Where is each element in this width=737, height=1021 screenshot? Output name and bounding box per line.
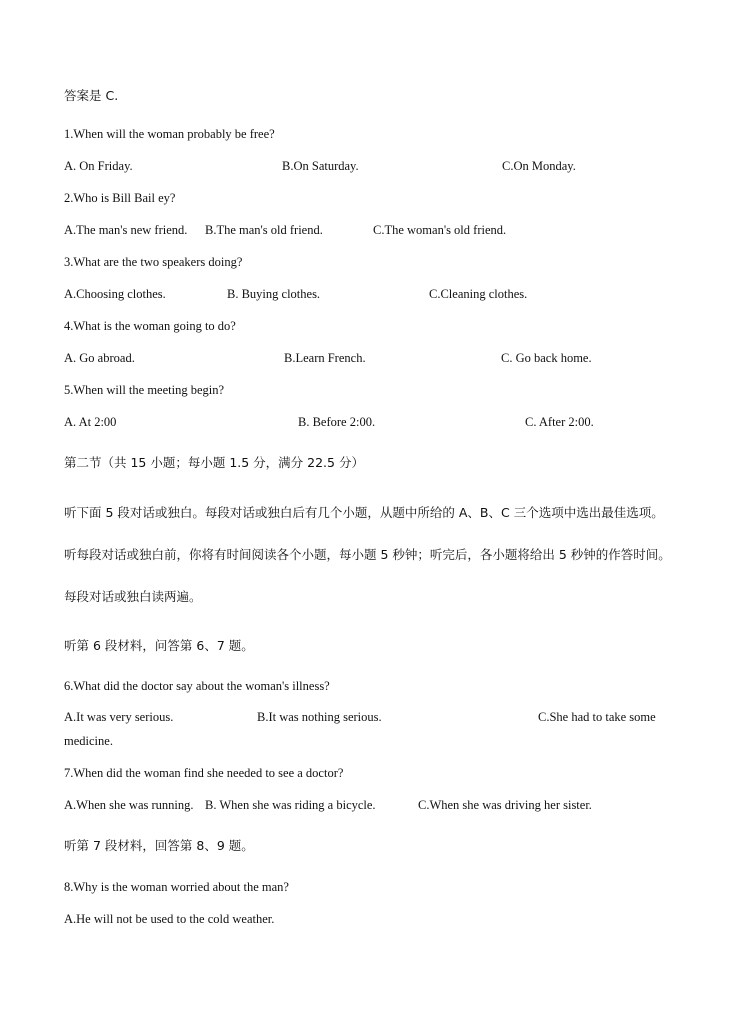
question-6-option-c-continued: medicine.	[64, 734, 113, 748]
question-6-stem: 6.What did the doctor say about the woman's illness?	[64, 679, 330, 693]
material-7-heading: 听第 7 段材料，回答第 8、9 题。	[64, 838, 254, 853]
question-4-option-c: C. Go back home.	[501, 351, 592, 365]
question-4-option-a: A. Go abroad.	[64, 351, 135, 365]
question-2-option-a: A.The man's new friend.	[64, 223, 188, 237]
question-3-stem: 3.What are the two speakers doing?	[64, 255, 243, 269]
question-6-option-c: C.She had to take some	[538, 710, 656, 724]
question-7-option-a: A.When she was running.	[64, 798, 194, 812]
question-3-option-c: C.Cleaning clothes.	[429, 287, 528, 301]
question-2-option-b: B.The man's old friend.	[205, 223, 323, 237]
question-5-option-c: C. After 2:00.	[525, 415, 594, 429]
question-4-option-b: B.Learn French.	[284, 351, 366, 365]
question-1-stem: 1.When will the woman probably be free?	[64, 127, 275, 141]
material-6-heading: 听第 6 段材料，问答第 6、7 题。	[64, 638, 254, 653]
section-title: 第二节（共 15 小题；每小题 1.5 分，满分 22.5 分）	[64, 455, 364, 470]
question-3-option-a: A.Choosing clothes.	[64, 287, 166, 301]
question-4-stem: 4.What is the woman going to do?	[64, 319, 236, 333]
question-8-stem: 8.Why is the woman worried about the man?	[64, 880, 289, 894]
question-7-option-b: B. When she was riding a bicycle.	[205, 798, 376, 812]
question-1-option-b: B.On Saturday.	[282, 159, 359, 173]
question-2-stem: 2.Who is Bill Bail ey?	[64, 191, 176, 205]
question-5-option-b: B. Before 2:00.	[298, 415, 376, 429]
question-6-option-a: A.It was very serious.	[64, 710, 174, 724]
question-7-option-c: C.When she was driving her sister.	[418, 798, 592, 812]
question-5-option-a: A. At 2:00	[64, 415, 117, 429]
question-1-option-c: C.On Monday.	[502, 159, 576, 173]
question-2-option-c: C.The woman's old friend.	[373, 223, 507, 237]
question-3-option-b: B. Buying clothes.	[227, 287, 321, 301]
question-5-stem: 5.When will the meeting begin?	[64, 383, 225, 397]
question-1-option-a: A. On Friday.	[64, 159, 133, 173]
question-6-option-b: B.It was nothing serious.	[257, 710, 382, 724]
question-7-stem: 7.When did the woman find she needed to see a doctor?	[64, 766, 344, 780]
question-8-option-a: A.He will not be used to the cold weather.	[64, 912, 275, 926]
answer-line: 答案是 C.	[64, 88, 119, 103]
section-instructions: 听下面 5 段对话或独白。每段对话或独白后有几个小题，从题中所给的 A、B、C 三个选项中选出最佳选项。听每段对话或独白前，你将有时间阅读各个小题，每小题 5 秒钟；听完后，各小题将给出 5 秒钟的作答时间。每段对话或独白读两遍。	[64, 505, 671, 604]
